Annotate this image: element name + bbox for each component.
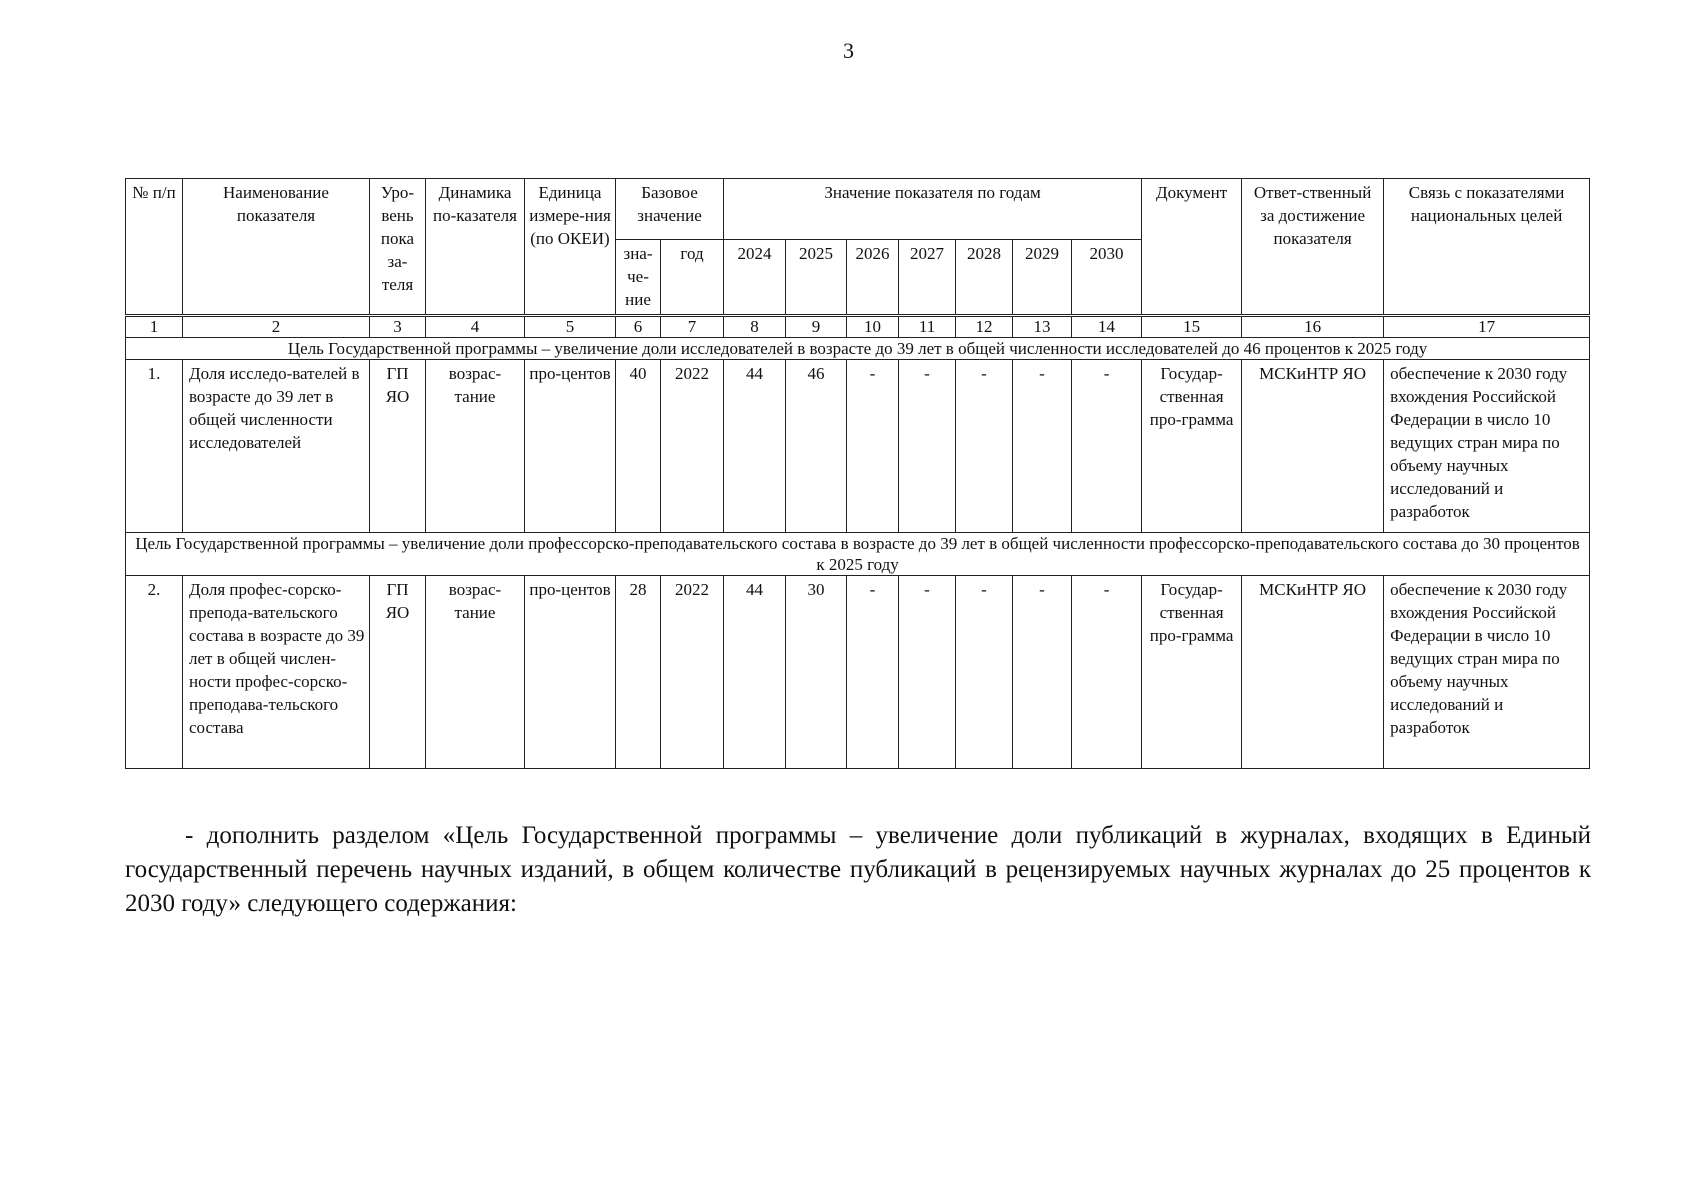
col-number: 7	[661, 316, 724, 338]
row-dynamics: возрас-тание	[426, 360, 525, 533]
row-name: Доля профес-сорско-препода-вательского состава в возрасте до 39 лет в общей числен-ности профес-сорско-преподава-тельского состава	[183, 576, 370, 769]
row-unit: про-центов	[525, 576, 616, 769]
row-year-value: -	[956, 360, 1013, 533]
row-responsible: МСКиНТР ЯО	[1242, 576, 1384, 769]
amendment-paragraph: - дополнить разделом «Цель Государственной программы – увеличение доли публикаций в журналах, входящих в Единый государственный перечень научных изданий, в общем количестве публикаций в рецензируемых научных журналах до 25 процентов к 2030 году» следующего содержания:	[125, 822, 1591, 917]
row-document: Государ-ственная про-грамма	[1142, 576, 1242, 769]
header-dynamics: Динамика по-казателя	[426, 179, 525, 316]
goal-text: Цель Государственной программы – увеличение доли профессорско-преподавательского состава в возрасте до 39 лет в общей численности профессорско-преподавательского состава до 30 процентов к 2025 году	[126, 533, 1590, 576]
col-number: 5	[525, 316, 616, 338]
row-num: 1.	[126, 360, 183, 533]
col-number: 3	[370, 316, 426, 338]
row-year-value: -	[956, 576, 1013, 769]
col-number: 11	[899, 316, 956, 338]
row-level: ГП ЯО	[370, 576, 426, 769]
row-link: обеспечение к 2030 году вхождения Российской Федерации в число 10 ведущих стран мира по объему научных исследований и разработок	[1384, 360, 1590, 533]
header-responsible: Ответ-ственный за достижение показателя	[1242, 179, 1384, 316]
col-number: 16	[1242, 316, 1384, 338]
col-number: 15	[1142, 316, 1242, 338]
row-dynamics: возрас-тание	[426, 576, 525, 769]
header-year: 2029	[1013, 240, 1072, 316]
row-base-year: 2022	[661, 576, 724, 769]
row-responsible: МСКиНТР ЯО	[1242, 360, 1384, 533]
header-link: Связь с показателями национальных целей	[1384, 179, 1590, 316]
goal-text: Цель Государственной программы – увеличение доли исследователей в возрасте до 39 лет в общей численности исследователей до 46 процентов к 2025 году	[126, 338, 1590, 360]
goal-row	[126, 338, 1590, 360]
header-row	[126, 179, 1590, 240]
row-document: Государ-ственная про-грамма	[1142, 360, 1242, 533]
col-number: 12	[956, 316, 1013, 338]
page-number: 3	[843, 38, 854, 63]
column-numbers-row	[126, 316, 1590, 338]
table-row	[126, 360, 1590, 533]
row-year-value: 46	[786, 360, 847, 533]
row-link: обеспечение к 2030 году вхождения Российской Федерации в число 10 ведущих стран мира по объему научных исследований и разработок	[1384, 576, 1590, 769]
row-year-value: 44	[724, 360, 786, 533]
col-number: 10	[847, 316, 899, 338]
row-name: Доля исследо-вателей в возрасте до 39 лет в общей численности исследователей	[183, 360, 370, 533]
header-level: Уро-вень пока за-теля	[370, 179, 426, 316]
row-year-value: -	[1072, 360, 1142, 533]
header-year: 2030	[1072, 240, 1142, 316]
header-year: 2024	[724, 240, 786, 316]
col-number: 9	[786, 316, 847, 338]
header-name: Наименование показателя	[183, 179, 370, 316]
row-unit: про-центов	[525, 360, 616, 533]
row-year-value: -	[899, 360, 956, 533]
col-number: 17	[1384, 316, 1590, 338]
header-unit: Единица измере-ния (по ОКЕИ)	[525, 179, 616, 316]
row-year-value: -	[847, 576, 899, 769]
header-num: № п/п	[126, 179, 183, 316]
row-year-value: 30	[786, 576, 847, 769]
header-document: Документ	[1142, 179, 1242, 316]
header-year: 2028	[956, 240, 1013, 316]
col-number: 8	[724, 316, 786, 338]
header-year: 2025	[786, 240, 847, 316]
header-years-group: Значение показателя по годам	[724, 179, 1142, 240]
goal-row	[126, 533, 1590, 576]
header-base-year: год	[661, 240, 724, 316]
row-year-value: -	[899, 576, 956, 769]
col-number: 1	[126, 316, 183, 338]
col-number: 2	[183, 316, 370, 338]
col-number: 13	[1013, 316, 1072, 338]
table-row	[126, 576, 1590, 769]
row-level: ГП ЯО	[370, 360, 426, 533]
header-year: 2027	[899, 240, 956, 316]
row-base-value: 40	[616, 360, 661, 533]
row-year-value: 44	[724, 576, 786, 769]
row-year-value: -	[1013, 576, 1072, 769]
col-number: 4	[426, 316, 525, 338]
row-year-value: -	[847, 360, 899, 533]
row-year-value: -	[1072, 576, 1142, 769]
header-year: 2026	[847, 240, 899, 316]
row-num: 2.	[126, 576, 183, 769]
header-base: Базовое значение	[616, 179, 724, 240]
indicators-table	[125, 178, 1590, 769]
row-year-value: -	[1013, 360, 1072, 533]
row-base-value: 28	[616, 576, 661, 769]
col-number: 14	[1072, 316, 1142, 338]
row-base-year: 2022	[661, 360, 724, 533]
header-base-value: зна-че-ние	[616, 240, 661, 316]
col-number: 6	[616, 316, 661, 338]
